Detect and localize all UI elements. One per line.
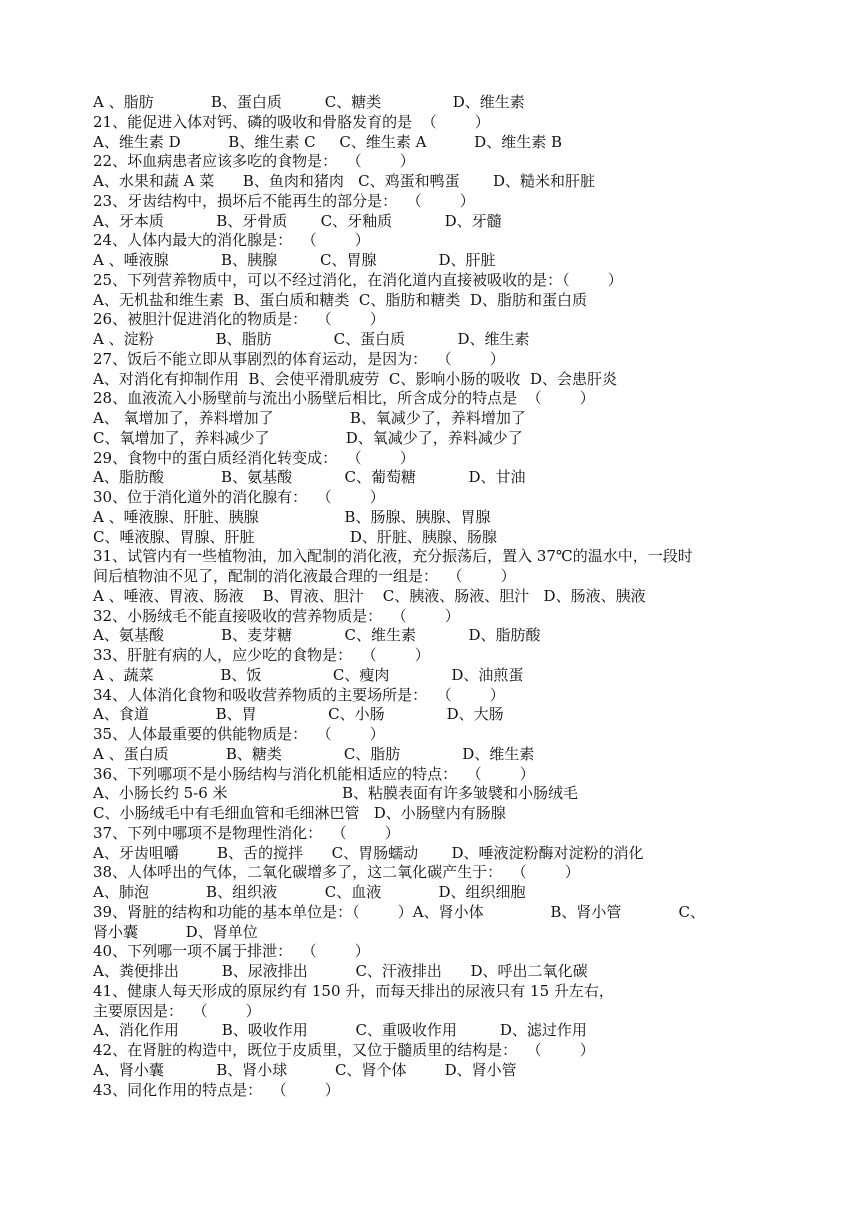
question-36: 36、下列哪项不是小肠结构与消化机能相适应的特点： （ ） [93,764,535,783]
text-line: A、肾小囊 B、肾小球 C、肾个体 D、肾小管 [93,1060,517,1079]
question-list [93,93,773,1100]
text-line: A、脂肪酸 B、氨基酸 C、葡萄糖 D、甘油 [93,468,526,487]
text-line: C、氧增加了，养料减少了 D、氧减少了，养料减少了 [93,428,523,447]
text-line: A 、唾液腺 B、胰腺 C、胃腺 D、肝脏 [93,251,496,269]
text-line: A 、唾液、胃液、肠液 B、胃液、胆汁 C、胰液、肠液、胆汁 D、肠液、胰液 [93,586,646,605]
question-42: 42、在肾脏的构造中，既位于皮质里，又位于髓质里的结构是： （ ） [93,1041,595,1059]
text-line: A、对消化有抑制作用 B、会使平滑肌疲劳 C、影响小肠的吸收 D、会患肝炎 [93,369,617,388]
question-26: 26、被胆汁促进消化的物质是： （ ） [93,310,385,329]
question-43: 43、同化作用的特点是： （ ） [93,1080,340,1099]
question-29: 29、食物中的蛋白质经消化转变成： （ ） [93,448,415,467]
text-line: A 、脂肪 B、蛋白质 C、糖类 D、维生素 [93,93,525,111]
question-27: 27、饭后不能立即从事剧烈的体育运动，是因为： （ ） [93,349,505,368]
question-21: 21、能促进入体对钙、磷的吸收和骨胳发育的是 （ ） [93,112,490,131]
text-line: A、牙齿咀嚼 B、舌的搅拌 C、胃肠蠕动 D、唾液淀粉酶对淀粉的消化 [93,843,644,862]
question-23: 23、牙齿结构中，损坏后不能再生的部分是： （ ） [93,191,475,210]
question-41: 41、健康人每天形成的原尿约有 150 升，而每天排出的尿液只有 15 升左右， [93,981,614,1000]
text-line: 肾小囊 D、肾单位 [93,922,258,941]
question-30: 30、位于消化道外的消化腺有： （ ） [93,488,385,506]
text-line: A、肺泡 B、组织液 C、血液 D、组织细胞 [93,883,526,901]
question-31: 31、试管内有一些植物油，加入配制的消化液，充分振荡后，置入 37℃的温水中，一段时 [93,547,693,566]
question-39: 39、肾脏的结构和功能的基本单位是：（ ）A、肾小体 B、肾小管 C、 [93,902,706,921]
question-28: 28、血液流入小肠壁前与流出小肠壁后相比，所含成分的特点是 （ ） [93,389,595,408]
text-line: A、食道 B、胃 C、小肠 D、大肠 [93,705,504,724]
text-line: A 、蛋白质 B、糖类 C、脂肪 D、维生素 [93,744,535,763]
text-line: 间后植物油不见了，配制的消化液最合理的一组是： （ ） [93,567,516,585]
question-40: 40、下列哪一项不属于排泄： （ ） [93,942,370,961]
text-line: A、 氧增加了，养料增加了 B、氧减少了，养料增加了 [93,409,526,427]
question-22: 22、坏血病患者应该多吃的食物是： （ ） [93,152,415,171]
question-24: 24、人体内最大的消化腺是： （ ） [93,231,370,250]
question-33: 33、肝脏有病的人，应少吃的食物是： （ ） [93,646,430,664]
text-line: A 、唾液腺、肝脏、胰腺 B、肠腺、胰腺、胃腺 [93,507,491,526]
question-34: 34、人体消化食物和吸收营养物质的主要场所是： （ ） [93,685,505,704]
text-line: A、牙本质 B、牙骨质 C、牙釉质 D、牙髓 [93,211,502,230]
question-38: 38、人体呼出的气体，二氧化碳增多了，这二氧化碳产生于： （ ） [93,863,580,882]
question-37: 37、下列中哪项不是物理性消化： （ ） [93,823,400,842]
question-32: 32、小肠绒毛不能直接吸收的营养物质是： （ ） [93,606,460,625]
text-line: A、氨基酸 B、麦芽糖 C、维生素 D、脂肪酸 [93,626,541,645]
question-25: 25、下列营养物质中，可以不经过消化，在消化道内直接被吸收的是：（ ） [93,270,623,289]
text-line: 主要原因是： （ ） [93,1001,261,1020]
text-line: A 、蔬菜 B、饭 C、瘦肉 D、油煎蛋 [93,665,524,684]
text-line: A、粪便排出 B、尿液排出 C、汗液排出 D、呼出二氧化碳 [93,962,588,980]
question-35: 35、人体最重要的供能物质是： （ ） [93,725,385,743]
text-line: A、小肠长约 5-6 米 B、粘膜表面有许多皱襞和小肠绒毛 [93,784,578,803]
text-line: C、小肠绒毛中有毛细血管和毛细淋巴管 D、小肠壁内有肠腺 [93,804,506,822]
text-line: A、水果和蔬 A 菜 B、鱼肉和猪肉 C、鸡蛋和鸭蛋 D、糙米和肝脏 [93,172,596,190]
text-line: C、唾液腺、胃腺、肝脏 D、肝脏、胰腺、肠腺 [93,527,497,546]
text-line: A、维生素 D B、维生素 C C、维生素 A D、维生素 B [93,132,562,151]
text-line: A、无机盐和维生素 B、蛋白质和糖类 C、脂肪和糖类 D、脂肪和蛋白质 [93,290,587,309]
text-line: A 、淀粉 B、脂肪 C、蛋白质 D、维生素 [93,330,530,348]
text-line: A、消化作用 B、吸收作用 C、重吸收作用 D、滤过作用 [93,1021,587,1040]
